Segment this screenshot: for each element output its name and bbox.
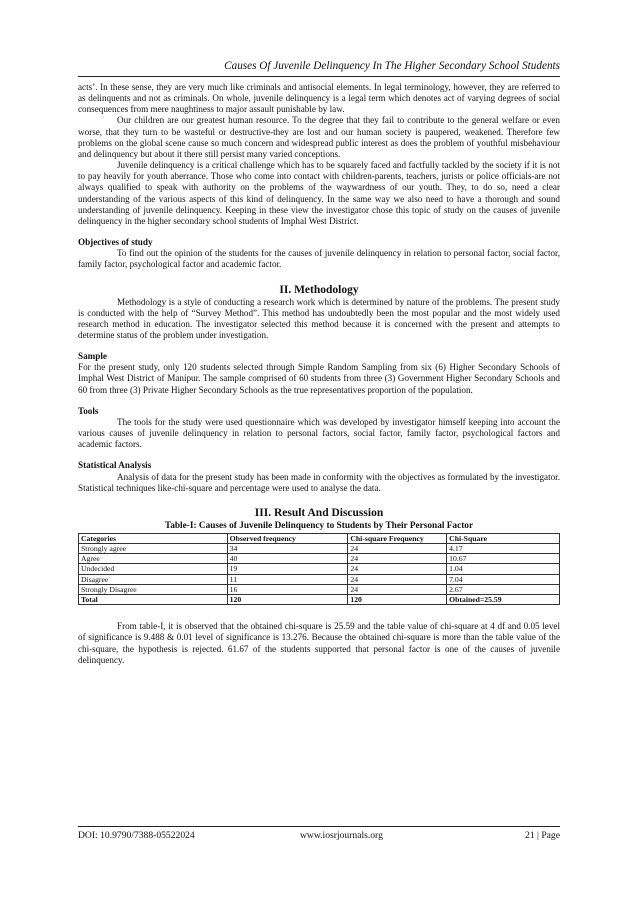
header-rule: [78, 76, 560, 77]
table-cell: 24: [348, 574, 447, 584]
objectives-text: To find out the opinion of the students for the causes of juvenile delinquency in relation to personal factor, social factor, family factor, psychological factor and academic factor.: [78, 248, 560, 270]
objectives-heading: Objectives of study: [78, 237, 153, 248]
results-table: [78, 533, 560, 605]
table-caption: Table-I: Causes of Juvenile Delinquency to Students by Their Personal Factor: [164, 520, 474, 531]
paragraph-human-resource: Our children are our greatest human resource. To the degree that they fail to contribute to the general welfare or even worse, that they turn to be wasteful or destructive-they are lost and our human society is paupered, weakened. Therefore few problems on the global scene cause so much concern and widespread public interest as does the problem of youthful misbehaviour and delinquency but about it there still persist many varied conceptions.: [78, 115, 560, 159]
table-cell: 40: [227, 554, 348, 564]
table-cell: 16: [227, 584, 348, 594]
table-cell: 1.04: [447, 564, 560, 574]
table-cell: 24: [348, 584, 447, 594]
table-cell: Total: [79, 595, 228, 605]
table-cell: 24: [348, 554, 447, 564]
table-row: [79, 564, 560, 574]
table-cell: 24: [348, 544, 447, 554]
body-text: [78, 82, 560, 666]
statistical-analysis-heading: Statistical Analysis: [78, 460, 152, 471]
table-total-row: [79, 595, 560, 605]
statistical-analysis-text: Analysis of data for the present study has been made in conformity with the objectives as formulated by the investigator. Statistical techniques like-chi-square and percentage were used to analyse the data.: [78, 471, 560, 493]
table-header-cell: Chi-square Frequency: [348, 533, 447, 543]
table-discussion-text: From table-I, it is observed that the obtained chi-square is 25.59 and the table value of chi-square at 4 df and 0.05 level of significance is 9.488 & 0.01 level of significance is 13.276. Because the obtained chi-square is more than the table value of the chi-square, the hypothesis is rejected. 61.67 of the students supported that personal factor is one of the causes of juvenile delinquency.: [78, 621, 560, 665]
results-heading: III. Result And Discussion: [254, 506, 384, 519]
table-row: [79, 554, 560, 564]
table-cell: Undecided: [79, 564, 228, 574]
running-header: Causes Of Juvenile Delinquency In The Higher Secondary School Students: [224, 60, 560, 72]
table-cell: Strongly agree: [79, 544, 228, 554]
table-cell: Agree: [79, 554, 228, 564]
table-cell: 19: [227, 564, 348, 574]
tools-heading: Tools: [78, 405, 99, 416]
sample-heading: Sample: [78, 351, 107, 362]
table-header-cell: Categories: [79, 533, 228, 543]
table-header-cell: Chi-Square: [447, 533, 560, 543]
table-header-cell: Observed frequency: [227, 533, 348, 543]
methodology-text: Methodology is a style of conducting a research work which is determined by nature of the problems. The present study is conducted with the help of “Survey Method”. This method has undoubtedly been the most popular and the most widely used research method in education. The investigator selected this method because it is concerned with the present and attempts to determine status of the problem under investigation.: [78, 296, 560, 340]
table-cell: 11: [227, 574, 348, 584]
table-row: [79, 544, 560, 554]
footer-page-number: 21 | Page: [525, 830, 560, 841]
paragraph-intro-continued: acts’. In these sense, they are very much like criminals and antisocial elements. In legal terminology, however, they are referred to as delinquents and not as criminals. On whole, juvenile delinquency is a legal term which denotes act of varying degrees of social consequences from mere naughtiness to major assault punishable by law.: [78, 82, 560, 115]
methodology-heading: II. Methodology: [279, 283, 359, 296]
footer-rule: [78, 826, 560, 827]
paragraph-critical-challenge: Juvenile delinquency is a critical challenge which has to be squarely faced and factfully tackled by the society if it is not to pay heavily for youth aberrance. Those who come into contact with children-parents, teachers, jurists or police officials-are not always qualified to speak with authority on the problems of the waywardness of our youth. They, to do so, need a clear understanding of the various aspects of this kind of delinquency. In the same way we also need to have a thorough and sound understanding of juvenile delinquency. Keeping in these view the investigator chose this topic of study on the causes of juvenile delinquency in the higher secondary school students of Imphal West District.: [78, 160, 560, 226]
table-cell: 10.67: [447, 554, 560, 564]
table-row: [79, 584, 560, 594]
table-cell: Strongly Disagree: [79, 584, 228, 594]
table-cell: 120: [227, 595, 348, 605]
sample-text: For the present study, only 120 students selected through Simple Random Sampling from six (6) Higher Secondary Schools of Imphal West District of Manipur. The sample comprised of 60 students from three (3) Government Higher Secondary Schools and 60 from three (3) Private Higher Secondary Schools as the true representatives proportion of the population.: [78, 362, 560, 395]
table-cell: 2.67: [447, 584, 560, 594]
table-cell: Obtained=25.59: [447, 595, 560, 605]
table-row: [79, 574, 560, 584]
table-cell: 7.04: [447, 574, 560, 584]
footer-doi: DOI: 10.9790/7388-05522024: [78, 830, 195, 841]
table-cell: 24: [348, 564, 447, 574]
table-header-row: [79, 533, 560, 543]
table-cell: 34: [227, 544, 348, 554]
tools-text: The tools for the study were used questionnaire which was developed by investigator himself keeping into account the various causes of juvenile delinquency in relation to personal factors, social factor, family factor, psychological factors and academic factors.: [78, 416, 560, 450]
footer-website: www.iosrjournals.org: [300, 830, 383, 841]
table-cell: Disagree: [79, 574, 228, 584]
table-cell: 4.17: [447, 544, 560, 554]
table-cell: 120: [348, 595, 447, 605]
